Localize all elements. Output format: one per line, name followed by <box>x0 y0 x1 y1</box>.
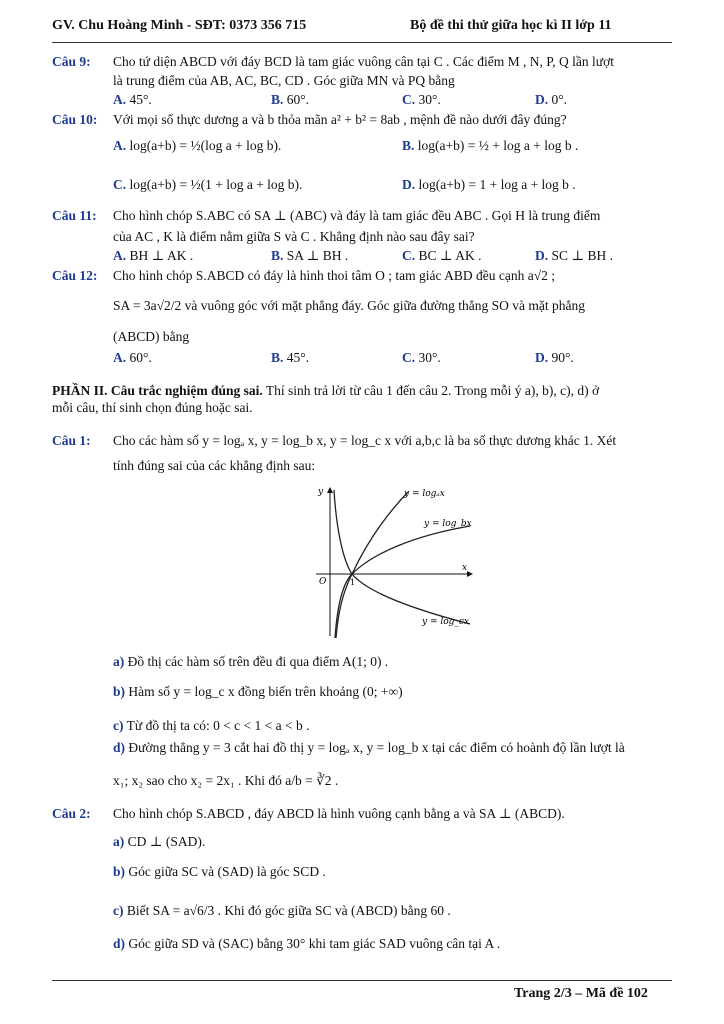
header-left: GV. Chu Hoàng Minh - SĐT: 0373 356 715 <box>52 18 307 33</box>
footer-page: Trang 2/3 – Mã đề 102 <box>514 986 648 1001</box>
q9-option-d: D. 0°. <box>535 92 568 107</box>
footer-rule <box>52 980 672 981</box>
c2-item-c: c) Biết SA = a√6/3 . Khi đó góc giữa SC và (ABCD) bằng 60 . <box>113 903 451 918</box>
c2-item-d: d) Góc giữa SD và (SAC) bằng 30° khi tam giác SAD vuông cân tại A . <box>113 936 501 951</box>
q10-option-a: A. log(a+b) = ½(log a + log b). <box>113 138 282 153</box>
y-axis-label: y <box>318 487 324 497</box>
log-graph <box>312 484 476 640</box>
c1-line1: Cho các hàm số y = logₐ x, y = log_b x, y = log_c x với a,b,c là ba số thực dương khác 1. Xét <box>113 433 617 448</box>
c1-item-c: c) Từ đồ thị ta có: 0 < c < 1 < a < b . <box>113 718 310 733</box>
q12-label: Câu 12: <box>52 268 98 283</box>
c2-item-a: a) CD ⊥ (SAD). <box>113 834 206 849</box>
q11-option-a: A. BH ⊥ AK . <box>113 248 194 263</box>
c2-stem: Cho hình chóp S.ABCD , đáy ABCD là hình vuông cạnh bằng a và SA ⊥ (ABCD). <box>113 806 565 821</box>
q9-option-b: B. 60°. <box>271 92 310 107</box>
q11-option-b: B. SA ⊥ BH . <box>271 248 349 263</box>
header-right: Bộ đề thi thử giữa học kì II lớp 11 <box>410 18 612 33</box>
c1-item-d1: d) Đường thẳng y = 3 cắt hai đồ thị y = logₐ x, y = log_b x tại các điểm có hoành độ lần lượt là <box>113 740 625 755</box>
part2-heading: PHẦN II. Câu trắc nghiệm đúng sai. Thí sinh trả lời từ câu 1 đến câu 2. Trong mỗi ý a), b), c), d) ở <box>52 383 600 398</box>
curve-log-c <box>334 490 470 624</box>
c1-item-b: b) Hàm số y = log_c x đồng biến trên khoảng (0; +∞) <box>113 684 403 699</box>
part2-line2: mỗi câu, thí sinh chọn đúng hoặc sai. <box>52 400 253 415</box>
q10-stem: Với mọi số thực dương a và b thỏa mãn a² + b² = 8ab , mệnh đề nào dưới đây đúng? <box>113 112 567 127</box>
q12-option-d: D. 90°. <box>535 350 574 365</box>
q12-option-a: A. 60°. <box>113 350 152 365</box>
q9-line2: là trung điểm của AB, AC, BC, CD . Góc giữa MN và PQ bằng <box>113 73 455 88</box>
q12-line2: SA = 3a√2/2 và vuông góc với mặt phẳng đáy. Góc giữa đường thẳng SO và mặt phẳng <box>113 298 585 313</box>
origin-label: O <box>319 577 327 587</box>
q9-label: Câu 9: <box>52 54 91 69</box>
x-axis-label: x <box>462 563 468 573</box>
q11-line1: Cho hình chóp S.ABC có SA ⊥ (ABC) và đáy là tam giác đều ABC . Gọi H là trung điểm <box>113 208 601 223</box>
c1-item-a: a) Đồ thị các hàm số trên đều đi qua điểm A(1; 0) . <box>113 654 389 669</box>
q12-line1: Cho hình chóp S.ABCD có đáy là hình thoi tâm O ; tam giác ABD đều cạnh a√2 ; <box>113 268 555 283</box>
q9-line1: Cho tứ diện ABCD với đáy BCD là tam giác vuông cân tại C . Các điểm M , N, P, Q lần lượt <box>113 54 614 69</box>
q11-label: Câu 11: <box>52 208 97 223</box>
q9-option-c: C. 30°. <box>402 92 441 107</box>
one-label: 1 <box>350 578 356 587</box>
q10-option-b: B. log(a+b) = ½ + log a + log b . <box>402 138 579 153</box>
q11-line2: của AC , K là điểm nằm giữa S và C . Khẳng định nào sau đây sai? <box>113 229 475 244</box>
c1-label: Câu 1: <box>52 433 91 448</box>
q10-option-d: D. log(a+b) = 1 + log a + log b . <box>402 177 576 192</box>
label-log-a: y = logₐx <box>404 489 445 499</box>
q9-option-a: A. 45°. <box>113 92 152 107</box>
c2-label: Câu 2: <box>52 806 91 821</box>
c1-line2: tính đúng sai của các khẳng định sau: <box>113 458 316 473</box>
q12-line3: (ABCD) bằng <box>113 329 190 344</box>
c1-item-d2: x₁; x₂ sao cho x₂ = 2x₁ . Khi đó a/b = ∛2 . <box>113 773 339 788</box>
q12-option-c: C. 30°. <box>402 350 441 365</box>
q11-option-c: C. BC ⊥ AK . <box>402 248 482 263</box>
q10-option-c: C. log(a+b) = ½(1 + log a + log b). <box>113 177 303 192</box>
q12-option-b: B. 45°. <box>271 350 310 365</box>
header-rule <box>52 42 672 43</box>
label-log-b: y = log_bx <box>424 519 472 529</box>
c2-item-b: b) Góc giữa SC và (SAD) là góc SCD . <box>113 864 326 879</box>
q11-option-d: D. SC ⊥ BH . <box>535 248 613 263</box>
q10-label: Câu 10: <box>52 112 98 127</box>
label-log-c: y = log_cx <box>422 617 470 627</box>
